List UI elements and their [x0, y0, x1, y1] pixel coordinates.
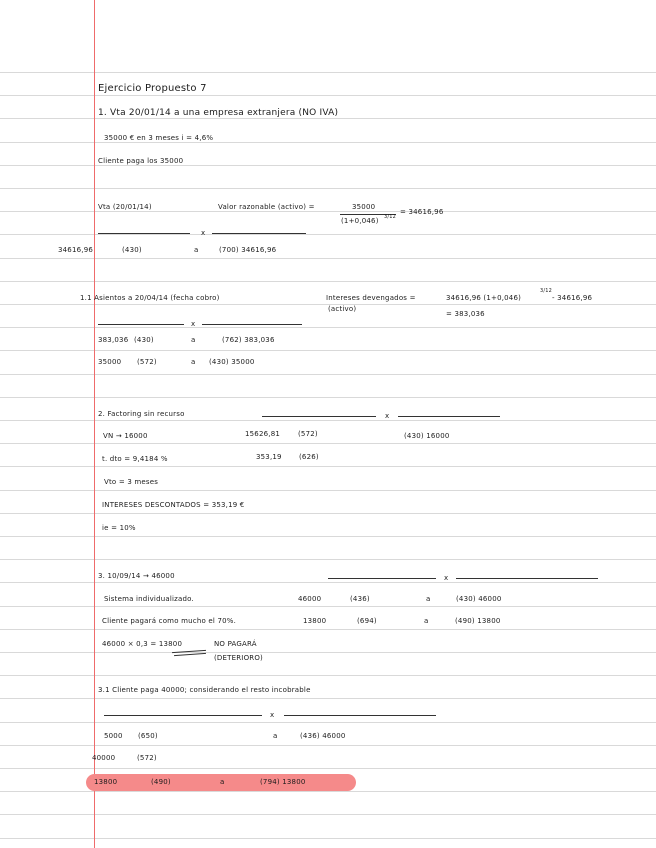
- underline-mark: [174, 653, 206, 656]
- ruled-line: [0, 582, 656, 583]
- section-3-client-account: (694): [357, 617, 377, 625]
- journal-separator-x: x: [444, 574, 449, 582]
- section-1-1-row1-account: (430): [134, 336, 154, 344]
- ruled-line: [0, 652, 656, 653]
- ruled-line: [0, 350, 656, 351]
- section-2-interest: INTERESES DESCONTADOS = 353,19 €: [102, 501, 245, 509]
- section-2-row2-amount: 353,19: [256, 453, 282, 461]
- journal-separator: [284, 715, 436, 716]
- journal-separator: [212, 233, 306, 234]
- section-1-1-row2-amount: 35000: [98, 358, 122, 366]
- journal-separator: [98, 233, 190, 234]
- section-2-discount-rate: t. dto = 9,4184 %: [102, 455, 168, 463]
- section-3-system-account: (436): [350, 595, 370, 603]
- section-3-1-row2-amount: 40000: [92, 754, 116, 762]
- section-2-row2-account: (626): [299, 453, 319, 461]
- section-3-system: Sistema individualizado.: [104, 595, 194, 603]
- journal-separator: [262, 416, 376, 417]
- section-1-1-row1-a: a: [191, 336, 196, 344]
- section-3-calculation: 46000 × 0,3 = 13800: [102, 640, 183, 648]
- ruled-line: [0, 374, 656, 375]
- section-3-system-amount: 46000: [298, 595, 322, 603]
- ruled-line: [0, 118, 656, 119]
- section-3-1-statement: 3.1 Cliente paga 40000; considerando el resto incobrable: [98, 686, 311, 694]
- ruled-line: [0, 675, 656, 676]
- section-1-1-row2-a: a: [191, 358, 196, 366]
- section-1-1-interest-label: Intereses devengados =: [326, 294, 416, 302]
- ruled-line: [0, 443, 656, 444]
- section-3-1-row1-account: (650): [138, 732, 158, 740]
- section-3-1-row1-a: a: [273, 732, 278, 740]
- ruled-line: [0, 490, 656, 491]
- ruled-line: [0, 768, 656, 769]
- section-3-client-credit: (490) 13800: [455, 617, 501, 625]
- section-1-entry-account: (430): [122, 246, 142, 254]
- journal-separator-x: x: [385, 412, 390, 420]
- section-2-ie: ie = 10%: [102, 524, 136, 532]
- ruled-line: [0, 722, 656, 723]
- journal-separator: [398, 416, 500, 417]
- section-3-1-row3-account: (490): [151, 778, 171, 786]
- ruled-line: [0, 142, 656, 143]
- ruled-line: [0, 838, 656, 839]
- ruled-line: [0, 234, 656, 235]
- journal-separator-x: x: [191, 320, 196, 328]
- section-1-vta-label: Vta (20/01/14): [98, 203, 152, 211]
- section-1-1-interest-expr: 34616,96 (1+0,046): [446, 294, 522, 302]
- section-3-1-row3-amount: 13800: [94, 778, 118, 786]
- section-1-denominator: (1+0,046): [341, 217, 379, 225]
- journal-separator: [104, 715, 262, 716]
- ruled-line: [0, 698, 656, 699]
- ruled-line: [0, 72, 656, 73]
- journal-separator: [328, 578, 436, 579]
- ruled-line: [0, 559, 656, 560]
- section-1-1-row1-amount: 383,036: [98, 336, 129, 344]
- ruled-line: [0, 327, 656, 328]
- journal-separator: [456, 578, 598, 579]
- section-1-amount: 35000 € en 3 meses i = 4,6%: [104, 134, 214, 142]
- section-1-1-statement: 1.1 Asientos a 20/04/14 (fecha cobro): [80, 294, 220, 302]
- section-1-1-row2-credit: (430) 35000: [209, 358, 255, 366]
- margin-line: [94, 0, 95, 848]
- section-1-entry-credit: (700) 34616,96: [219, 246, 277, 254]
- section-1-denominator-exponent: 3/12: [384, 214, 397, 220]
- section-1-1-interest-activo: (activo): [328, 305, 357, 313]
- section-1-numerator: 35000: [352, 203, 376, 211]
- section-3-system-credit: (430) 46000: [456, 595, 502, 603]
- section-3-statement: 3. 10/09/14 → 46000: [98, 572, 175, 580]
- ruled-line: [0, 536, 656, 537]
- ruled-line: [0, 95, 656, 96]
- section-3-1-row1-credit: (436) 46000: [300, 732, 346, 740]
- ruled-line: [0, 258, 656, 259]
- section-1-entry-amount: 34616,96: [58, 246, 94, 254]
- ruled-line: [0, 513, 656, 514]
- section-2-row1-account: (572): [298, 430, 318, 438]
- section-3-no-pagara: NO PAGARÁ: [214, 640, 257, 648]
- section-3-client: Cliente pagará como mucho el 70%.: [102, 617, 237, 625]
- page-title: Ejercicio Propuesto 7: [98, 83, 207, 94]
- section-3-client-amount: 13800: [303, 617, 327, 625]
- ruled-line: [0, 606, 656, 607]
- ruled-line: [0, 211, 656, 212]
- section-2-row1-credit: (430) 16000: [404, 432, 450, 440]
- journal-separator: [98, 324, 184, 325]
- ruled-line: [0, 281, 656, 282]
- section-1-1-interest-exponent: 3/12: [540, 288, 553, 294]
- section-1-1-row1-credit: (762) 383,036: [222, 336, 275, 344]
- section-1-valor-label: Valor razonable (activo) =: [218, 203, 315, 211]
- section-3-client-a: a: [424, 617, 429, 625]
- section-2-row1-amount: 15626,81: [245, 430, 281, 438]
- section-3-system-a: a: [426, 595, 431, 603]
- ruled-line: [0, 397, 656, 398]
- ruled-line: [0, 466, 656, 467]
- section-3-1-row2-account: (572): [137, 754, 157, 762]
- section-1-statement: 1. Vta 20/01/14 a una empresa extranjera (NO IVA): [98, 108, 339, 118]
- journal-separator-x: x: [270, 711, 275, 719]
- ruled-line: [0, 188, 656, 189]
- section-1-1-interest-minus: - 34616,96: [552, 294, 593, 302]
- section-1-1-row2-account: (572): [137, 358, 157, 366]
- section-3-deterioro: (DETERIORO): [214, 654, 263, 662]
- section-1-result: = 34616,96: [400, 208, 444, 216]
- journal-separator: [202, 324, 302, 325]
- section-3-1-row3-a: a: [220, 778, 225, 786]
- section-2-nominal-value: VN → 16000: [103, 432, 148, 440]
- section-3-1-row3-credit: (794) 13800: [260, 778, 306, 786]
- ruled-line: [0, 420, 656, 421]
- section-1-client-pays: Cliente paga los 35000: [98, 157, 184, 165]
- ruled-line: [0, 791, 656, 792]
- section-2-maturity: Vto = 3 meses: [104, 478, 159, 486]
- section-3-1-row1-amount: 5000: [104, 732, 123, 740]
- section-2-statement: 2. Factoring sin recurso: [98, 410, 185, 418]
- ruled-line: [0, 745, 656, 746]
- section-1-1-interest-result: = 383,036: [446, 310, 485, 318]
- ruled-line: [0, 814, 656, 815]
- section-1-entry-a: a: [194, 246, 199, 254]
- ruled-line: [0, 629, 656, 630]
- ruled-line: [0, 165, 656, 166]
- journal-separator-x: x: [201, 229, 206, 237]
